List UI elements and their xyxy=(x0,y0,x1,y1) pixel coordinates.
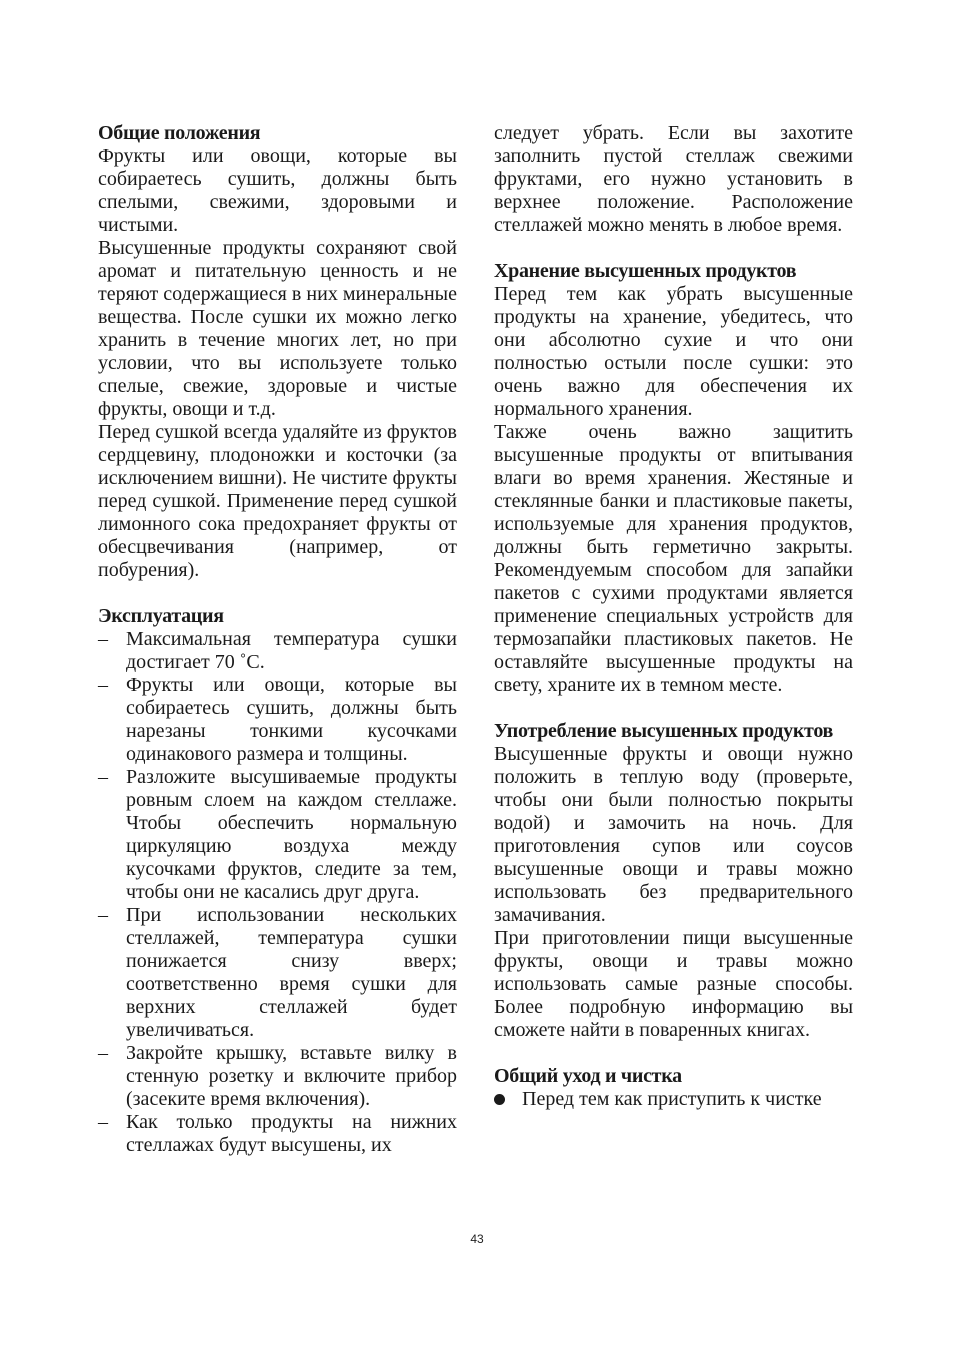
right-column xyxy=(494,122,853,1111)
list-item xyxy=(98,674,457,766)
operation-list xyxy=(98,628,457,1157)
dash-marker xyxy=(98,766,108,789)
bullet-dot-icon xyxy=(494,1094,505,1105)
dash-marker xyxy=(98,1042,108,1065)
list-item-text: Перед тем как приступить к чистке xyxy=(522,1088,822,1110)
list-item xyxy=(98,1042,457,1111)
paragraph-general-1: Фрукты или овощи, которые вы собираетесь сушить, должны быть спелыми, свежими, здоровыми и чистыми. xyxy=(98,145,457,236)
list-item-text: Как только продукты на нижних стеллажах будут высушены, их xyxy=(126,1111,457,1156)
list-item xyxy=(494,1088,853,1111)
section-storage xyxy=(494,260,853,697)
section-spacer xyxy=(494,237,853,260)
dash-marker xyxy=(98,1111,108,1134)
section-care xyxy=(494,1065,853,1111)
list-item-text: При использовании нескольких стеллажей, температура сушки понижается снизу вверх; соответственно время сушки для верхних стеллажей будет увеличиваться. xyxy=(126,904,457,1041)
list-item xyxy=(98,628,457,674)
section-spacer xyxy=(494,1042,853,1065)
paragraph-general-3: Перед сушкой всегда удаляйте из фруктов сердцевину, плодоножки и косточки (за исключением вишни). Не чистите фрукты перед сушкой. Применение перед сушкой лимонного сока предохраняет фрукты от обесцвечивания (например, от побурения). xyxy=(98,421,457,581)
list-item-text: Разложите высушиваемые продукты ровным слоем на каждом стеллаже. Чтобы обеспечить нормальную циркуляцию воздуха между кусочками фруктов, следите за тем, чтобы они не касались друг друга. xyxy=(126,766,457,903)
care-list xyxy=(494,1088,853,1111)
section-spacer xyxy=(494,697,853,720)
list-item xyxy=(98,1111,457,1157)
left-column xyxy=(98,122,457,1157)
page-number: 43 xyxy=(470,1232,484,1246)
heading-storage: Хранение высушенных продуктов xyxy=(494,260,797,282)
heading-care: Общий уход и чистка xyxy=(494,1065,682,1087)
paragraph-storage-2: Также очень важно защитить высушенные продукты от впитывания влаги во время хранения. Жестяные и стеклянные банки и пластиковые пакеты, используемые для хранения продуктов, должны быть герметично закрыты. Рекомендуемым способом для запайки пакетов с сухими продуктами является применение специальных устройств для термозапайки пластиковых пакетов. Не оставляйте высушенные продукты на свету, храните их в темном месте. xyxy=(494,421,853,696)
heading-general: Общие положения xyxy=(98,122,261,144)
heading-usage: Употребление высушенных продуктов xyxy=(494,720,834,742)
paragraph-general-2: Высушенные продукты сохраняют свой аромат и питательную ценность и не теряют содержащиеся в них минеральные вещества. После сушки их можно легко хранить в течение многих лет, но при условии, что вы используете только спелые, свежие, здоровые и чистые фрукты, овощи и т.д. xyxy=(98,237,457,420)
section-operation xyxy=(98,605,457,1157)
dash-marker xyxy=(98,904,108,927)
list-item-text: Максимальная температура сушки достигает 70 ˚С. xyxy=(126,628,457,673)
section-spacer xyxy=(98,582,457,605)
paragraph-usage-1: Высушенные фрукты и овощи нужно положить в теплую воду (проверьте, чтобы они были полностью покрыты водой) и замочить на ночь. Для приготовления супов или соусов высушенные овощи и травы можно использовать без предварительного замачивания. xyxy=(494,743,853,926)
dash-marker xyxy=(98,674,108,697)
paragraph-continuation: следует убрать. Если вы захотите заполнить пустой стеллаж свежими фруктами, его нужно установить в верхнее положение. Расположение стеллажей можно менять в любое время. xyxy=(494,122,853,236)
dash-marker xyxy=(98,628,108,651)
list-item xyxy=(98,766,457,904)
list-item-text: Закройте крышку, вставьте вилку в стенную розетку и включите прибор (засеките время включения). xyxy=(126,1042,457,1110)
list-item xyxy=(98,904,457,1042)
section-general xyxy=(98,122,457,582)
list-item-text: Фрукты или овощи, которые вы собираетесь сушить, должны быть нарезаны тонкими кусочками одинакового размера и толщины. xyxy=(126,674,457,765)
paragraph-usage-2: При приготовлении пищи высушенные фрукты, овощи и травы можно использовать самые разные способы. Более подробную информацию вы сможете найти в поваренных книгах. xyxy=(494,927,853,1041)
heading-operation: Эксплуатация xyxy=(98,605,224,627)
section-usage xyxy=(494,720,853,1042)
paragraph-storage-1: Перед тем как убрать высушенные продукты на хранение, убедитесь, что они абсолютно сухие и что они полностью остыли после сушки: это очень важно для обеспечения их нормального хранения. xyxy=(494,283,853,420)
